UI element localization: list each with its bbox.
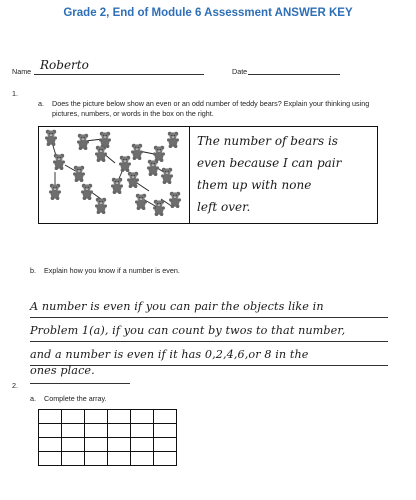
array-row <box>39 438 177 452</box>
answer-1a-text <box>197 130 377 222</box>
problem-2a-prompt: Complete the array. <box>44 394 107 403</box>
date-field[interactable] <box>248 61 340 75</box>
array-row <box>39 452 177 466</box>
name-field[interactable] <box>34 58 204 75</box>
array-grid <box>38 409 177 466</box>
page-title: Grade 2, End of Module 6 Assessment ANSWER KEY <box>63 7 353 19</box>
array-row <box>39 410 177 424</box>
teddy-bears-picture <box>41 129 187 221</box>
array-cell <box>108 438 131 452</box>
answer-1b-line-2: Problem 1(a), if you can count by twos to that number, <box>30 324 346 337</box>
problem-1a-prompt-line-2: pictures, numbers, or words in the box on the right. <box>52 109 214 118</box>
array-cell <box>62 424 85 438</box>
array-cell <box>154 438 177 452</box>
array-cell <box>85 424 108 438</box>
array-cell <box>39 410 62 424</box>
array-cell <box>108 410 131 424</box>
array-cell <box>85 410 108 424</box>
array-cell <box>85 452 108 466</box>
name-label: Name <box>12 67 32 76</box>
problem-2a-label: a. <box>30 394 36 403</box>
answer-box <box>38 126 378 224</box>
name-value: Roberto <box>40 58 89 72</box>
array-cell <box>108 452 131 466</box>
array-cell <box>154 424 177 438</box>
problem-2-number: 2. <box>12 381 18 390</box>
array-cell <box>62 410 85 424</box>
problem-1a-prompt-line-1: Does the picture below show an even or an odd number of teddy bears? Explain your thinking using <box>52 99 370 108</box>
array-cell <box>62 452 85 466</box>
array-cell <box>131 438 154 452</box>
array-cell <box>131 452 154 466</box>
array-cell <box>39 452 62 466</box>
array-grid-wrap <box>38 409 177 466</box>
array-row <box>39 424 177 438</box>
array-cell <box>154 410 177 424</box>
problem-1b-prompt: Explain how you know if a number is even. <box>44 266 180 275</box>
array-cell <box>131 424 154 438</box>
array-cell <box>131 410 154 424</box>
answer-1b-line-1: A number is even if you can pair the objects like in <box>30 300 324 313</box>
array-cell <box>39 438 62 452</box>
date-label: Date <box>232 67 248 76</box>
problem-1-number: 1. <box>12 89 18 98</box>
array-cell <box>108 424 131 438</box>
answer-1a-line-2: even because I can pair <box>197 156 342 170</box>
problem-1b-label: b. <box>30 266 36 275</box>
problem-1a-label: a. <box>38 99 44 108</box>
answer-1b-line-3: and a number is even if it has 0,2,4,6,or 8 in the <box>30 348 309 361</box>
array-cell <box>85 438 108 452</box>
answer-1a-line-4: left over. <box>197 200 251 214</box>
array-cell <box>39 424 62 438</box>
answer-1a-line-1: The number of bears is <box>197 134 338 148</box>
array-cell <box>154 452 177 466</box>
answer-1b-line-4: ones place. <box>30 364 95 377</box>
box-divider <box>189 127 190 223</box>
answer-1a-line-3: them up with none <box>197 178 312 192</box>
array-cell <box>62 438 85 452</box>
